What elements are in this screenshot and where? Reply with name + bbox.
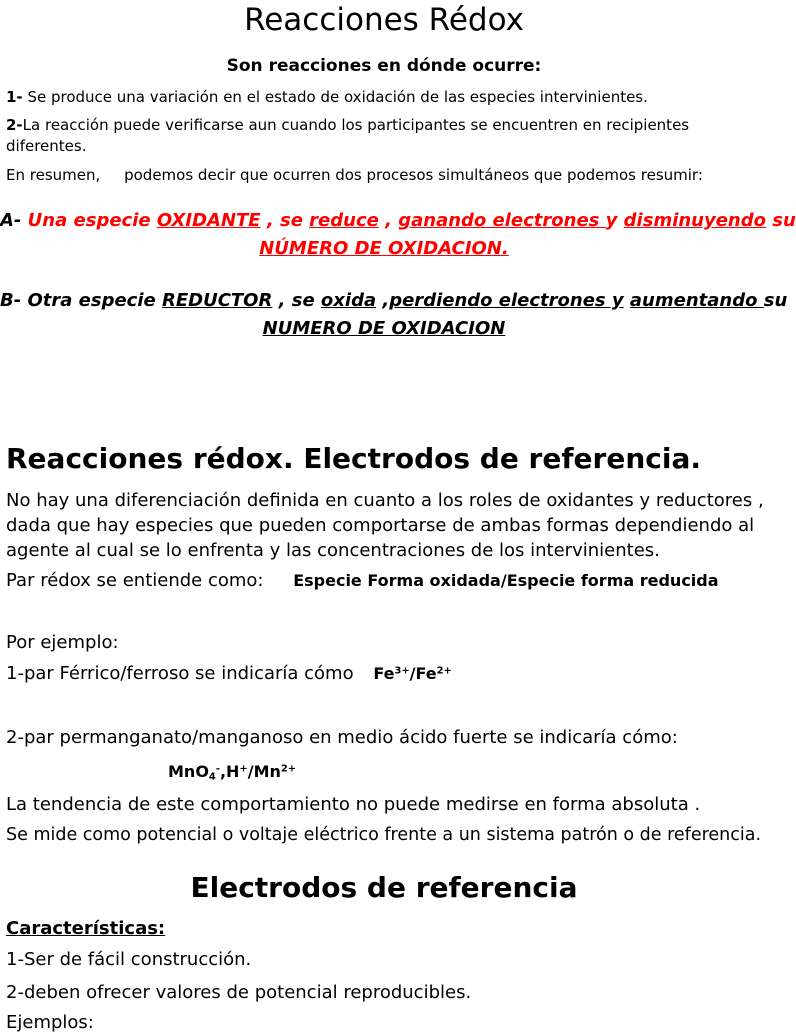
word-perdiendo-electrones: perdiendo electrones y [389, 290, 624, 311]
slide1-subtitle: Son reacciones en dónde ocurre: [226, 56, 542, 76]
slide3-title: Electrodos de referencia [190, 871, 578, 904]
slide2-title: Reacciones rédox. Electrodos de referencia. [6, 442, 701, 475]
formula-sup-plus: + [239, 763, 248, 775]
summary-text: En resumen, podemos decir que ocurren dos procesos simultáneos que podemos resumir: [6, 166, 703, 184]
statement-a-line2 [0, 238, 768, 259]
par-redox-definition: Especie Forma oxidada/Especie forma reducida [293, 571, 719, 590]
formula-sup-2plus-mn: 2+ [280, 763, 297, 775]
point-1-number: 1- [6, 88, 23, 106]
word-ganando-electrones: ganando electrones [398, 210, 606, 231]
example-1-text: 1-par Férrico/ferroso se indicaría cómo [6, 663, 360, 684]
formula-h: ,H [219, 762, 240, 781]
ejemplos-heading: Ejemplos: [6, 1012, 94, 1033]
statement-b-text1: B- Otra especie [0, 290, 162, 311]
point-2-line2: diferentes. [6, 137, 87, 155]
statement-b-text3: , [376, 290, 390, 311]
slide2-para-line2: dada que hay especies que pueden comportarse de ambas formas dependiendo al [6, 515, 755, 536]
statement-a-text1: Una especie [27, 210, 157, 231]
example-1 [0, 663, 768, 684]
point-1-text: Se produce una variación en el estado de oxidación de las especies intervinientes. [22, 88, 648, 106]
word-y: y [605, 210, 618, 231]
tendencia-text: La tendencia de este comportamiento no puede medirse en forma absoluta . [6, 794, 701, 815]
statement-a-text3: , [378, 210, 399, 231]
word-oxidante: OXIDANTE [156, 210, 261, 231]
formula-slash-fe: /Fe [409, 664, 437, 683]
por-ejemplo: Por ejemplo: [6, 632, 119, 653]
formula-sup-minus: - [215, 763, 220, 775]
word-disminuyendo: disminuyendo [623, 210, 767, 231]
caracteristicas-heading: Características: [6, 918, 166, 939]
point-2-text: La reacción puede verificarse aun cuando los participantes se encuentren en recipientes [22, 116, 690, 134]
caracteristica-1: 1-Ser de fácil construcción. [6, 949, 252, 970]
formula-mn: /Mn [247, 762, 281, 781]
formula-sup-2plus: 2+ [436, 665, 452, 677]
word-oxida: oxida [320, 290, 377, 311]
par-redox-text: Par rédox se entiende como: [6, 570, 270, 591]
caracteristica-2: 2-deben ofrecer valores de potencial reproducibles. [6, 982, 472, 1003]
statement-a-prefix: A- [0, 210, 28, 231]
word-numero-oxidacion-b: NUMERO DE OXIDACION [262, 318, 506, 339]
word-reduce: reduce [309, 210, 379, 231]
statement-a-su: su [766, 210, 796, 231]
slide2-para-line3: agente al cual se lo enfrenta y las concentraciones de los intervinientes. [6, 540, 660, 561]
point-1 [0, 88, 768, 106]
word-numero-oxidacion-a: NÚMERO DE OXIDACION. [259, 238, 509, 259]
formula-fe: Fe [373, 664, 395, 683]
statement-b-su: su [763, 290, 788, 311]
formula-mno: MnO [168, 762, 209, 781]
par-redox-line [0, 570, 768, 591]
slide2-para-line1: No hay una diferenciación definida en cuanto a los roles de oxidantes y reductores , [6, 490, 764, 511]
point-2-number: 2- [6, 116, 23, 134]
statement-b-text2: , se [272, 290, 321, 311]
word-aumentando: aumentando [629, 290, 764, 311]
mide-text: Se mide como potencial o voltaje eléctrico frente a un sistema patrón o de referencia. [6, 825, 762, 845]
example-1-formula [373, 664, 452, 683]
example-2-text: 2-par permanganato/manganoso en medio ácido fuerte se indicaría cómo: [6, 727, 678, 748]
statement-a-text2: , se [260, 210, 310, 231]
formula-sup-3plus: 3+ [394, 665, 410, 677]
statement-a-line1 [0, 210, 796, 231]
word-reductor: REDUCTOR [161, 290, 273, 311]
point-2-line1 [0, 116, 768, 134]
formula-sub-4: 4 [208, 771, 216, 783]
statement-b-line2 [0, 318, 768, 339]
slide1-title: Reacciones Rédox [244, 2, 524, 38]
statement-b-line1 [0, 290, 788, 311]
example-2-formula [168, 762, 768, 781]
